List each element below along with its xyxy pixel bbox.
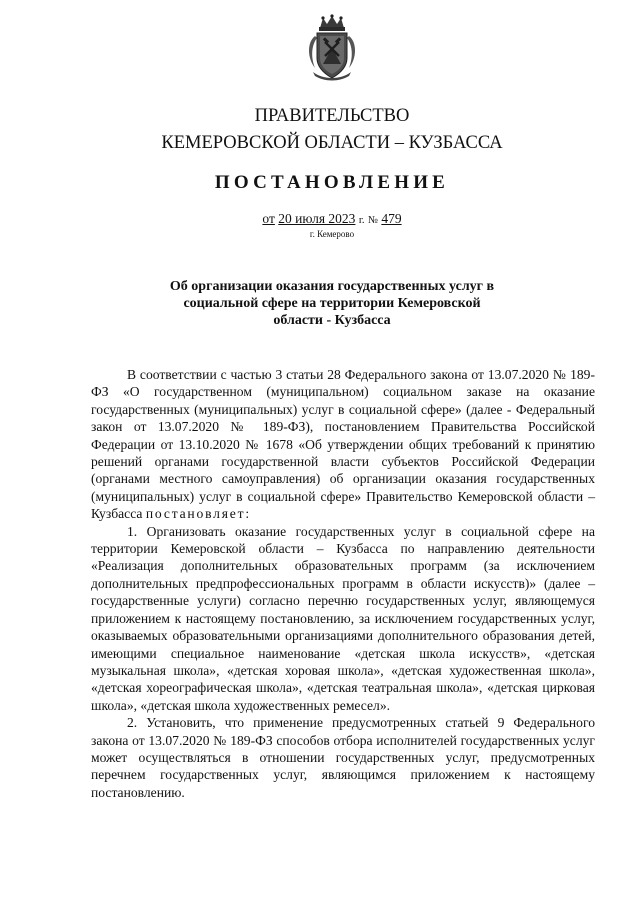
number-sign: № [367, 215, 378, 226]
decree-date: 20 июля 2023 [278, 211, 356, 226]
date-prefix: от [262, 211, 275, 226]
preamble-text: В соответствии с частью 3 статьи 28 Федерального закона от 13.07.2020 № 189-ФЗ «О государственном (муниципальном) социальном заказе на оказание государственных (муниципальных) услуг в социальной сфере» (далее - Федеральный закон от 13.07.2020 № 189-ФЗ), постановлением Правительства Российской Федерации от 13.10.2020 № 1678 «Об утверждении общих требований к принятию решений органами государственной власти субъектов Российской Федерации (органами местного самоуправления) об организации оказания государственных (муниципальных) услуг в социальной сфере» Правительство Кемеровской области – Кузбасса [91, 367, 595, 522]
preamble-end: : [245, 506, 250, 522]
decree-number: 479 [381, 211, 402, 226]
decree-date-number [0, 211, 640, 227]
kuzbass-coat-of-arms-icon [303, 14, 361, 82]
decree-subject [140, 278, 524, 329]
government-name-line2: КЕМЕРОВСКОЙ ОБЛАСТИ – КУЗБАССА [161, 133, 503, 153]
subject-line: Об организации оказания государственных услуг в [169, 279, 495, 294]
decree-body [91, 366, 595, 801]
decree-word: постановляет [145, 506, 246, 522]
government-name-line1: ПРАВИТЕЛЬСТВО [254, 106, 410, 126]
subject-line: области - Кузбасса [273, 313, 391, 328]
document-type-title: ПОСТАНОВЛЕНИЕ [214, 172, 450, 193]
subject-line: социальной сфере на территории Кемеровской [183, 296, 481, 311]
clause-1-paragraph: 1. Организовать оказание государственных услуг в социальной сфере на территории Кемеровской области – Кузбасса по направлению деятельности «Реализация дополнительных образовательных программ (за исключением дополнительных предпрофессиональных программ в области искусств)» (далее – государственные услуги) согласно перечню государственных услуг, являющемуся приложением к настоящему постановлению, за исключением государственных услуг, оказываемых образовательными организациями дополнительного образования детей, имеющими специальное наименование «детская школа искусств», «детская музыкальная школа», «детская хоровая школа», «детская художественная школа», «детская хореографическая школа», «детская театральная школа», «детская цирковая школа», «детская школа художественных ремесел». [91, 523, 595, 713]
preamble-paragraph [91, 366, 595, 523]
year-suffix: г. [358, 215, 365, 226]
issue-city: г. Кемерово [309, 229, 355, 239]
clause-2-paragraph: 2. Установить, что применение предусмотренных статьей 9 Федерального закона от 13.07.2020 № 189-ФЗ способов отбора исполнителей государственных услуг может осуществляться в отношении государственных услуг, предусмотренных перечнем государственных услуг, являющимся приложением к настоящему постановлению. [91, 715, 595, 800]
